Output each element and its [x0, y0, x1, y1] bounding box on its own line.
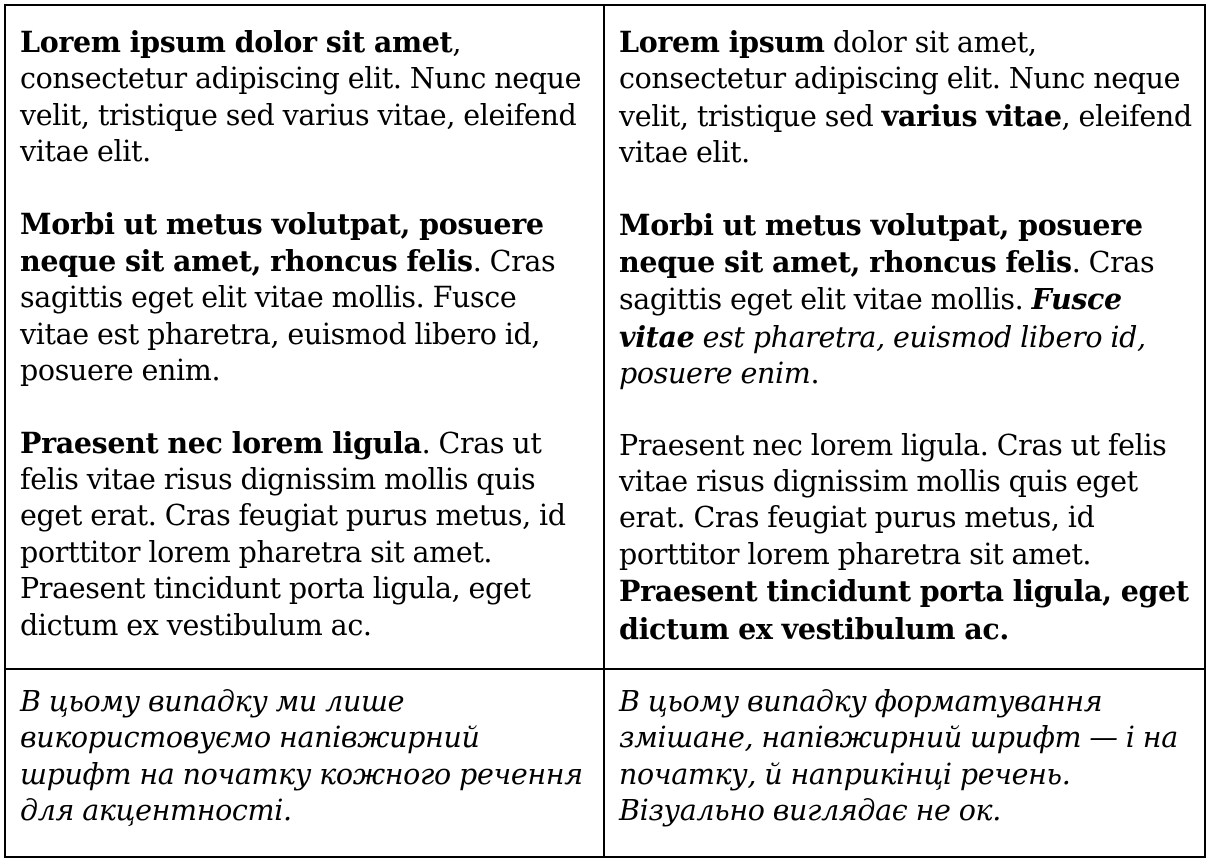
comparison-table	[4, 4, 1206, 858]
paragraph-text: . Cras sagittis eget elit vitae mollis. Fusce vitae est pharetra, euismod libero id, posuere enim.	[20, 245, 556, 388]
paragraph-text: .	[810, 357, 820, 391]
right-paragraph-2	[619, 207, 1192, 393]
right-note-cell	[604, 669, 1205, 857]
right-paragraph-3	[619, 428, 1192, 648]
notes-row	[5, 669, 1205, 857]
lead-bold: Lorem ipsum	[619, 25, 825, 59]
left-paragraph-2	[20, 206, 591, 390]
left-note-cell	[5, 669, 604, 857]
left-example-cell	[5, 5, 604, 669]
lead-bold: Morbi ut metus volutpat, posuere neque sit amet, rhoncus felis	[20, 206, 544, 279]
paragraph-text: . Cras ut felis vitae risus dignissim mollis quis eget erat. Cras feugiat purus metus, id porttitor lorem pharetra sit amet. Praesent tincidunt porta ligula, eget dictum ex vestibulum ac.	[20, 426, 566, 642]
lead-bold: Morbi ut metus volutpat, posuere neque sit amet, rhoncus felis	[619, 207, 1143, 280]
paragraph-text: dolor sit amet, consectetur adipiscing elit. Nunc neque velit, tristique sed	[619, 26, 1181, 133]
paragraph-text: . Cras sagittis eget elit vitae mollis.	[619, 246, 1155, 317]
right-note-text: В цьому випадку форматування змішане, напівжирний шрифт — і на початку, й наприкінці речень. Візуально виглядає не ок.	[619, 685, 1178, 828]
paragraph-text: Praesent nec lorem ligula. Cras ut felis vitae risus dignissim mollis quis eget erat. Cras feugiat purus metus, id porttitor lorem pharetra sit amet.	[619, 428, 1167, 571]
left-paragraph-3	[20, 425, 591, 644]
bold-italic-text: Fusce vitae	[619, 282, 1122, 354]
right-paragraph-1	[619, 24, 1192, 172]
paragraph-text: , eleifend vitae elit.	[619, 99, 1192, 170]
left-note-text: В цьому випадку ми лише використовуємо напівжирний шрифт на початку кожного речення для акцентності.	[20, 685, 583, 828]
italic-text: est pharetra, euismod libero id, posuere enim	[619, 320, 1146, 391]
paragraph-text: , consectetur adipiscing elit. Nunc neque velit, tristique sed varius vitae, eleifend vitae elit.	[20, 26, 582, 169]
right-example-cell	[604, 5, 1205, 669]
trailing-bold: Praesent tincidunt porta ligula, eget dictum ex vestibulum ac.	[619, 574, 1189, 646]
lead-bold: Praesent nec lorem ligula	[20, 425, 422, 460]
left-paragraph-1	[20, 24, 591, 171]
lead-bold: Lorem ipsum dolor sit amet	[20, 25, 453, 59]
mid-bold: varius vitae	[881, 98, 1062, 133]
examples-row	[5, 5, 1205, 669]
